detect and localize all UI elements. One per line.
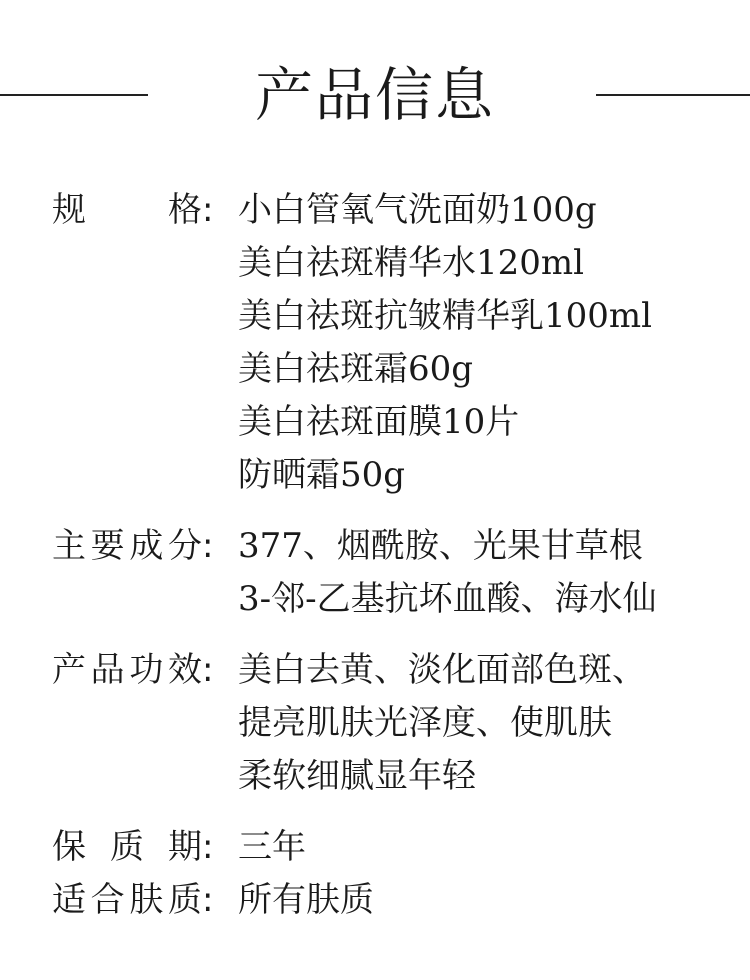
ingredient-line: 377、烟酰胺、光果甘草根 xyxy=(238,526,643,566)
colon: : xyxy=(202,880,214,920)
skin-type-label-text: 适合肤质 xyxy=(52,880,202,920)
specs-values xyxy=(238,184,742,502)
efficacy-label xyxy=(52,644,238,697)
ingredients-row xyxy=(52,520,742,626)
ingredients-label-text: 主要成分 xyxy=(52,526,202,566)
page-title: 产品信息 xyxy=(254,61,495,129)
shelf-life-value-wrap xyxy=(238,821,742,874)
spec-item: 小白管氧气洗面奶100g xyxy=(238,190,597,230)
skin-type-value-wrap xyxy=(238,874,742,927)
shelf-life-label-text: 保质期 xyxy=(52,827,202,867)
efficacy-line: 美白去黄、淡化面部色斑、 xyxy=(238,650,646,690)
skin-type-value: 所有肤质 xyxy=(238,880,374,920)
spec-item: 美白祛斑面膜10片 xyxy=(238,402,520,442)
section-header xyxy=(0,56,750,136)
efficacy-line: 柔软细腻显年轻 xyxy=(238,756,476,796)
skin-type-label xyxy=(52,874,238,927)
shelf-life-row xyxy=(52,821,742,874)
specs-label xyxy=(52,184,238,237)
specs-row xyxy=(52,184,742,502)
colon: : xyxy=(202,526,214,566)
ingredient-line: 3-邻-乙基抗坏血酸、海水仙 xyxy=(238,579,657,619)
spec-item: 美白祛斑抗皱精华乳100ml xyxy=(238,296,653,336)
efficacy-values xyxy=(238,644,742,803)
colon: : xyxy=(202,190,214,230)
colon: : xyxy=(202,650,214,690)
colon: : xyxy=(202,827,214,867)
skin-type-row xyxy=(52,874,742,927)
efficacy-row xyxy=(52,644,742,803)
specs-label-text: 规格 xyxy=(52,190,202,230)
spec-item: 美白祛斑精华水120ml xyxy=(238,243,585,283)
product-info-list xyxy=(52,184,742,927)
header-divider-right xyxy=(596,94,750,96)
efficacy-label-text: 产品功效 xyxy=(52,650,202,690)
spec-item: 防晒霜50g xyxy=(238,455,406,495)
efficacy-line: 提亮肌肤光泽度、使肌肤 xyxy=(238,703,612,743)
spec-item: 美白祛斑霜60g xyxy=(238,349,474,389)
ingredients-label xyxy=(52,520,238,573)
shelf-life-label xyxy=(52,821,238,874)
ingredients-values xyxy=(238,520,742,626)
shelf-life-value: 三年 xyxy=(238,827,306,867)
